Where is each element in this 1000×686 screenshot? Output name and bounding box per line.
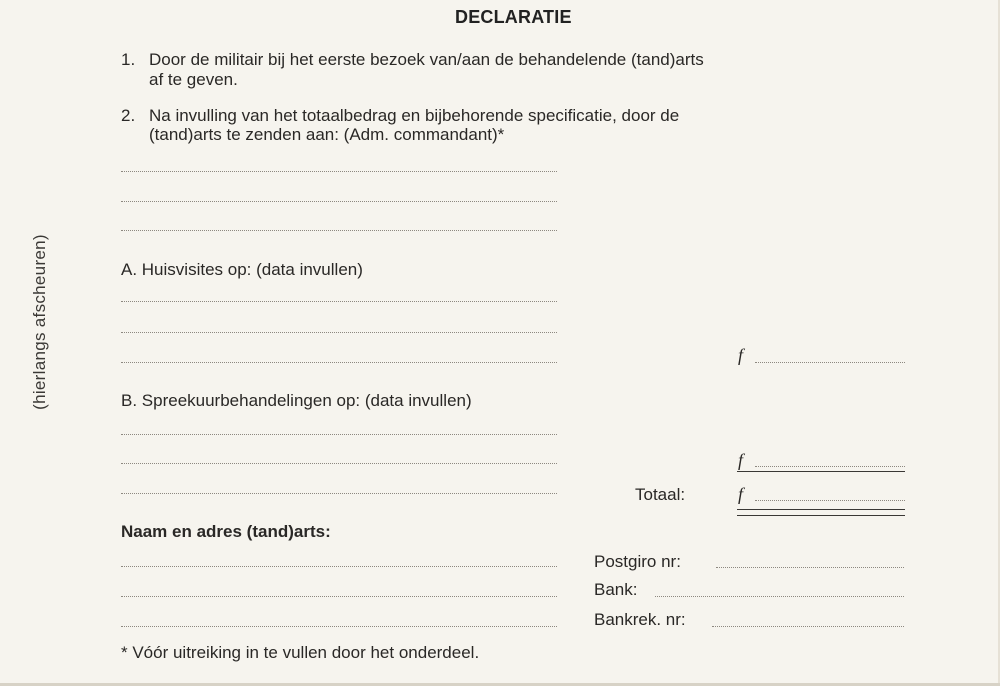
bankrek-label: Bankrek. nr: bbox=[594, 610, 686, 629]
item-2-line-1: Na invulling van het totaalbedrag en bijbehorende specificatie, door de bbox=[149, 106, 680, 125]
section-a-label: A. Huisvisites op: (data invullen) bbox=[121, 260, 363, 279]
section-b-underline bbox=[737, 471, 905, 472]
section-a-line-1[interactable] bbox=[121, 301, 557, 302]
section-a-amount-field[interactable] bbox=[755, 362, 905, 363]
item-1-line-2: af te geven. bbox=[149, 70, 238, 89]
section-a-line-3[interactable] bbox=[121, 362, 557, 363]
commandant-address-line-3[interactable] bbox=[121, 230, 557, 231]
item-2-number: 2. bbox=[121, 106, 136, 125]
section-b-label: B. Spreekuurbehandelingen op: (data invullen) bbox=[121, 391, 472, 410]
document-title: DECLARATIE bbox=[455, 7, 572, 27]
section-b-line-2[interactable] bbox=[121, 463, 557, 464]
total-underline-2 bbox=[737, 515, 905, 516]
section-b-line-3[interactable] bbox=[121, 493, 557, 494]
bank-label: Bank: bbox=[594, 580, 638, 599]
section-b-currency: f bbox=[738, 450, 744, 470]
item-2-line-2: (tand)arts te zenden aan: (Adm. commandant)* bbox=[149, 125, 505, 144]
total-amount-field[interactable] bbox=[755, 500, 905, 501]
name-address-line-1[interactable] bbox=[121, 566, 557, 567]
section-a-line-2[interactable] bbox=[121, 332, 557, 333]
commandant-address-line-2[interactable] bbox=[121, 201, 557, 202]
postgiro-label: Postgiro nr: bbox=[594, 552, 681, 571]
postgiro-field[interactable] bbox=[716, 567, 904, 568]
commandant-address-line-1[interactable] bbox=[121, 171, 557, 172]
bank-field[interactable] bbox=[655, 596, 904, 597]
item-1-line-1: Door de militair bij het eerste bezoek van/aan de behandelende (tand)arts bbox=[149, 50, 704, 69]
footnote: * Vóór uitreiking in te vullen door het onderdeel. bbox=[121, 643, 480, 662]
name-address-line-3[interactable] bbox=[121, 626, 557, 627]
item-1-number: 1. bbox=[121, 50, 136, 69]
section-b-amount-field[interactable] bbox=[755, 466, 905, 467]
tear-here-label: (hierlangs afscheuren) bbox=[30, 234, 49, 410]
total-underline-1 bbox=[737, 509, 905, 510]
name-address-line-2[interactable] bbox=[121, 596, 557, 597]
section-a-currency: f bbox=[738, 345, 744, 365]
bankrek-field[interactable] bbox=[712, 626, 904, 627]
total-label: Totaal: bbox=[635, 485, 686, 504]
section-b-line-1[interactable] bbox=[121, 434, 557, 435]
total-currency: f bbox=[738, 484, 744, 504]
name-address-label: Naam en adres (tand)arts: bbox=[121, 522, 331, 541]
